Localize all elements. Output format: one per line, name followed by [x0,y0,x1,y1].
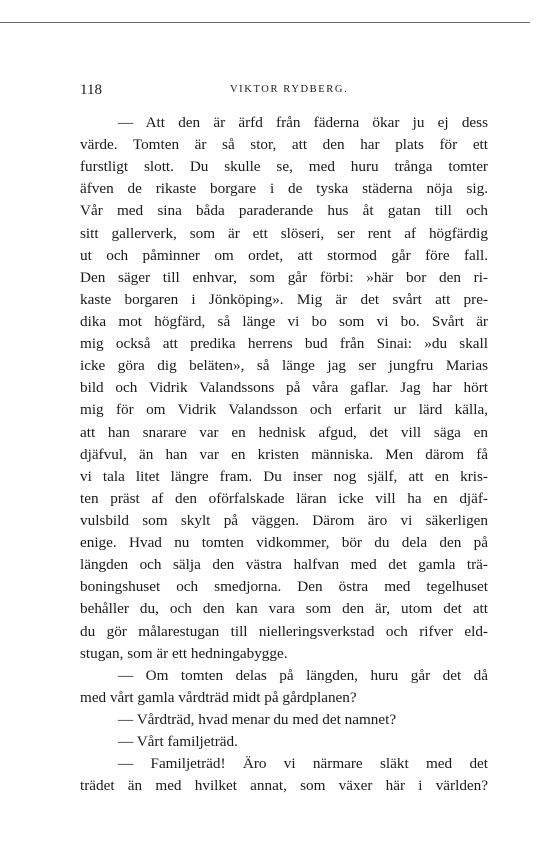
text-line: behåller du, och den kan vara som den är, utom det att [80,600,488,618]
text-line: kaste borgaren i Jönköping». Mig är det svårt att pre- [80,290,488,308]
text-line: icke göra dig beläten», så länge jag ser jungfru Marias [80,357,488,375]
text-line: — Vårdträd, hvad menar du med det namnet? [118,710,397,728]
text-line: sitt gallerverk, som är ett slöseri, ser rent af högfärdig [80,224,488,242]
text-line: bild och Vidrik Valandssons på våra gaflar. Jag har hört [80,379,488,397]
text-line: ten präst af den oförfalskade läran icke vill ha en djäf- [80,489,488,507]
text-line: dika mot högfärd, så länge vi bo som vi bo. Svårt är [80,312,488,330]
text-line: trädet än med hvilket annat, som växer här i världen? [80,777,488,795]
text-line: äfven de rikaste borgare i de tyska städerna nöja sig. [80,180,488,198]
text-line: längden och sälja den västra halfvan med det gamla trä- [80,556,488,574]
text-line: enige. Hvad nu tomten vidkommer, bör du dela den på [80,534,488,552]
text-line: värde. Tomten är så stor, att den har plats för ett [80,136,488,154]
text-line: boningshuset och smedjorna. Den östra med tegelhuset [80,578,488,596]
running-head: VIKTOR RYDBERG. [230,84,349,95]
text-line: mig också att predika herrens bud från Sinai: »du skall [80,335,488,353]
text-line: ut och påminner om ordet, att stormod går före fall. [80,246,488,264]
text-line: vi tala litet längre fram. Du inser nog själf, att en kris- [80,467,488,485]
text-line: vulsbild som skylt på väggen. Därom äro vi säkerligen [80,511,488,529]
text-line: med vårt gamla vårdträd midt på gårdplanen? [80,688,357,706]
text-line: mig för om Vidrik Valandsson och erfarit ur lärd källa, [80,401,488,419]
text-line: — Om tomten delas på längden, huru går det då [118,666,488,684]
text-line: Den säger till enhvar, som går förbi: »här bor den ri- [80,268,488,286]
page-number: 118 [80,82,102,98]
text-line: du gör målarestugan till nielleringsverkstad och rifver eld- [80,622,488,640]
text-line: — Att den är ärfd från fäderna ökar ju ej dess [118,114,488,131]
text-line: furstligt slott. Du skulle se, med huru trånga tomter [80,158,488,176]
text-line: Vår med sina båda paraderande hus åt gatan till och [80,202,488,220]
text-line: djäfvul, än han var en kristen människa. Men därom få [80,445,488,463]
text-line: att han snarare var en hednisk afgud, det vill säga en [80,423,488,441]
text-line: — Familjeträd! Äro vi närmare släkt med det [118,755,488,773]
text-line: — Vårt familjeträd. [118,733,238,751]
top-rule [0,22,530,23]
text-line: stugan, som är ett hedningabygge. [80,644,288,662]
page-header [80,80,488,100]
body-text [80,112,488,797]
